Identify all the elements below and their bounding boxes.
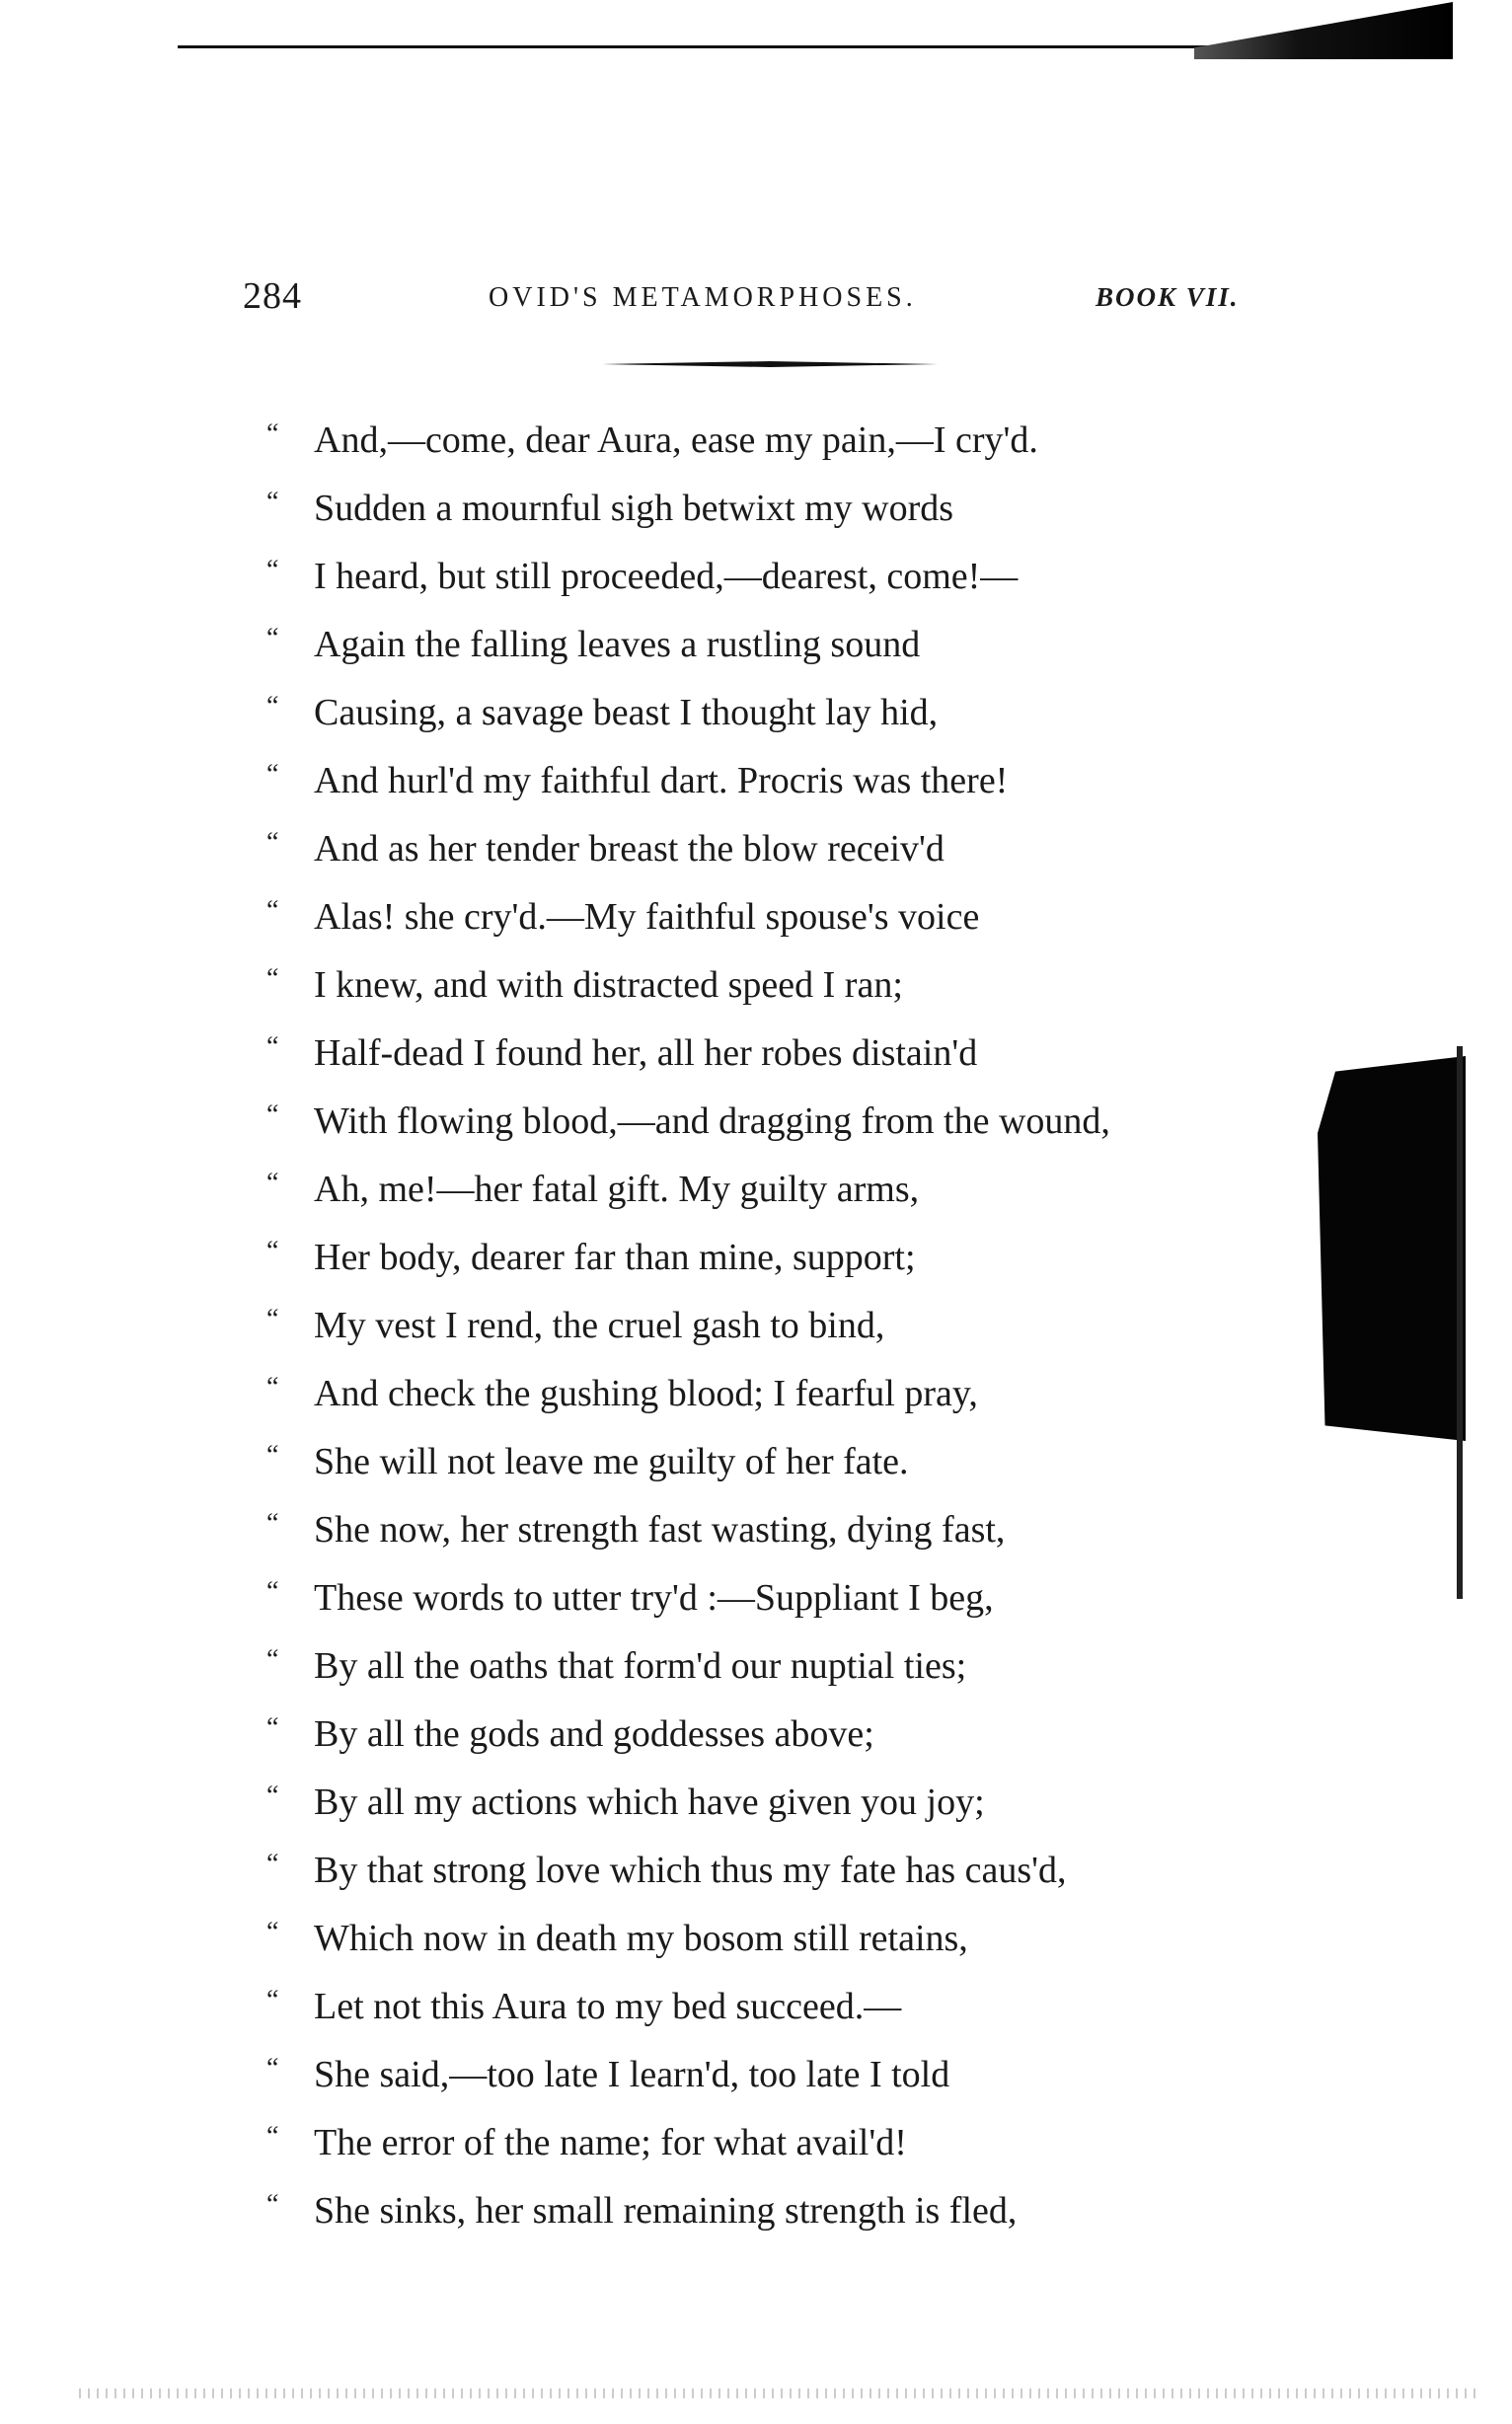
ornamental-rule <box>602 361 938 367</box>
margin-ink-blot <box>1318 1056 1466 1441</box>
running-title: OVID'S METAMORPHOSES. <box>489 282 917 313</box>
verse-line <box>266 1428 1293 1496</box>
verse-text: By that strong love which thus my fate has caus'd, <box>314 1850 1067 1891</box>
verse-text: She said,—too late I learn'd, too late I told <box>314 2054 950 2095</box>
opening-quote-mark: “ <box>266 555 279 585</box>
verse-line <box>266 1020 1293 1088</box>
verse-text: Again the falling leaves a rustling sound <box>314 624 921 665</box>
verse-text: My vest I rend, the cruel gash to bind, <box>314 1305 885 1346</box>
verse-text: She will not leave me guilty of her fate. <box>314 1441 909 1482</box>
opening-quote-mark: “ <box>266 759 279 790</box>
opening-quote-mark: “ <box>266 691 279 721</box>
verse-line <box>266 1905 1293 1973</box>
opening-quote-mark: “ <box>266 1236 279 1266</box>
opening-quote-mark: “ <box>266 1917 279 1947</box>
verse-line <box>266 1769 1293 1837</box>
verse-line <box>266 407 1293 475</box>
verse-line <box>266 883 1293 951</box>
opening-quote-mark: “ <box>266 1168 279 1198</box>
verse-text: And hurl'd my faithful dart. Procris was there! <box>314 760 1009 801</box>
verse-line <box>266 1632 1293 1701</box>
verse-line <box>266 475 1293 543</box>
verse-line <box>266 1496 1293 1564</box>
verse-line <box>266 1156 1293 1224</box>
top-edge-shadow <box>1194 2 1453 59</box>
verse-text: Sudden a mournful sigh betwixt my words <box>314 488 954 529</box>
margin-ink-stroke <box>1457 1046 1463 1599</box>
bottom-scan-noise <box>79 2388 1480 2398</box>
verse-text: She now, her strength fast wasting, dying fast, <box>314 1509 1006 1551</box>
verse-line <box>266 679 1293 747</box>
verse-line <box>266 1564 1293 1632</box>
verse-line <box>266 2109 1293 2177</box>
verse-text: Which now in death my bosom still retains, <box>314 1918 968 1959</box>
verse-line <box>266 1973 1293 2041</box>
book-label: BOOK VII. <box>1096 282 1240 312</box>
opening-quote-mark: “ <box>266 895 279 926</box>
opening-quote-mark: “ <box>266 2053 279 2083</box>
verse-text: And as her tender breast the blow receiv'd <box>314 828 945 870</box>
verse-line <box>266 543 1293 611</box>
verse-text: Ah, me!—her fatal gift. My guilty arms, <box>314 1169 920 1210</box>
verse-text: By all the gods and goddesses above; <box>314 1713 874 1755</box>
verse-line <box>266 747 1293 815</box>
verse-text: By all the oaths that form'd our nuptial ties; <box>314 1645 967 1687</box>
opening-quote-mark: “ <box>266 1508 279 1539</box>
opening-quote-mark: “ <box>266 1644 279 1675</box>
verse-line <box>266 1360 1293 1428</box>
verse-line <box>266 1292 1293 1360</box>
verse-line <box>266 611 1293 679</box>
opening-quote-mark: “ <box>266 1440 279 1471</box>
opening-quote-mark: “ <box>266 1712 279 1743</box>
opening-quote-mark: “ <box>266 1780 279 1811</box>
verse-text: Half-dead I found her, all her robes distain'd <box>314 1032 978 1074</box>
opening-quote-mark: “ <box>266 2189 279 2220</box>
verse-text: Causing, a savage beast I thought lay hid, <box>314 692 939 733</box>
opening-quote-mark: “ <box>266 1304 279 1334</box>
verse-line <box>266 2041 1293 2109</box>
page-header <box>0 274 1512 334</box>
opening-quote-mark: “ <box>266 1099 279 1130</box>
verse-text: Her body, dearer far than mine, support; <box>314 1237 916 1278</box>
verse-line <box>266 2177 1293 2245</box>
verse-text: And check the gushing blood; I fearful pray, <box>314 1373 978 1414</box>
opening-quote-mark: “ <box>266 1372 279 1402</box>
opening-quote-mark: “ <box>266 623 279 653</box>
verse-text: I knew, and with distracted speed I ran; <box>314 964 903 1006</box>
opening-quote-mark: “ <box>266 487 279 517</box>
verse-text: She sinks, her small remaining strength is fled, <box>314 2190 1018 2232</box>
opening-quote-mark: “ <box>266 1985 279 2015</box>
verse-line <box>266 815 1293 883</box>
verse-text: These words to utter try'd :—Suppliant I beg, <box>314 1577 994 1619</box>
verse-line <box>266 1224 1293 1292</box>
page-number: 284 <box>243 275 302 317</box>
verse-text: Alas! she cry'd.—My faithful spouse's voice <box>314 896 980 938</box>
opening-quote-mark: “ <box>266 1031 279 1062</box>
verse-line <box>266 1837 1293 1905</box>
verse-text: By all my actions which have given you joy; <box>314 1781 985 1823</box>
verse-line <box>266 951 1293 1020</box>
verse-text: I heard, but still proceeded,—dearest, come!— <box>314 556 1019 597</box>
verse-line <box>266 1088 1293 1156</box>
opening-quote-mark: “ <box>266 418 279 449</box>
opening-quote-mark: “ <box>266 1849 279 1879</box>
verse-text: And,—come, dear Aura, ease my pain,—I cry'd. <box>314 419 1038 461</box>
verse-line <box>266 1701 1293 1769</box>
opening-quote-mark: “ <box>266 963 279 994</box>
opening-quote-mark: “ <box>266 2121 279 2152</box>
verse-text: The error of the name; for what avail'd! <box>314 2122 907 2163</box>
opening-quote-mark: “ <box>266 1576 279 1607</box>
verse-text: Let not this Aura to my bed succeed.— <box>314 1986 902 2027</box>
verse-text: With flowing blood,—and dragging from the wound, <box>314 1100 1110 1142</box>
opening-quote-mark: “ <box>266 827 279 858</box>
poem-body <box>266 407 1293 2245</box>
